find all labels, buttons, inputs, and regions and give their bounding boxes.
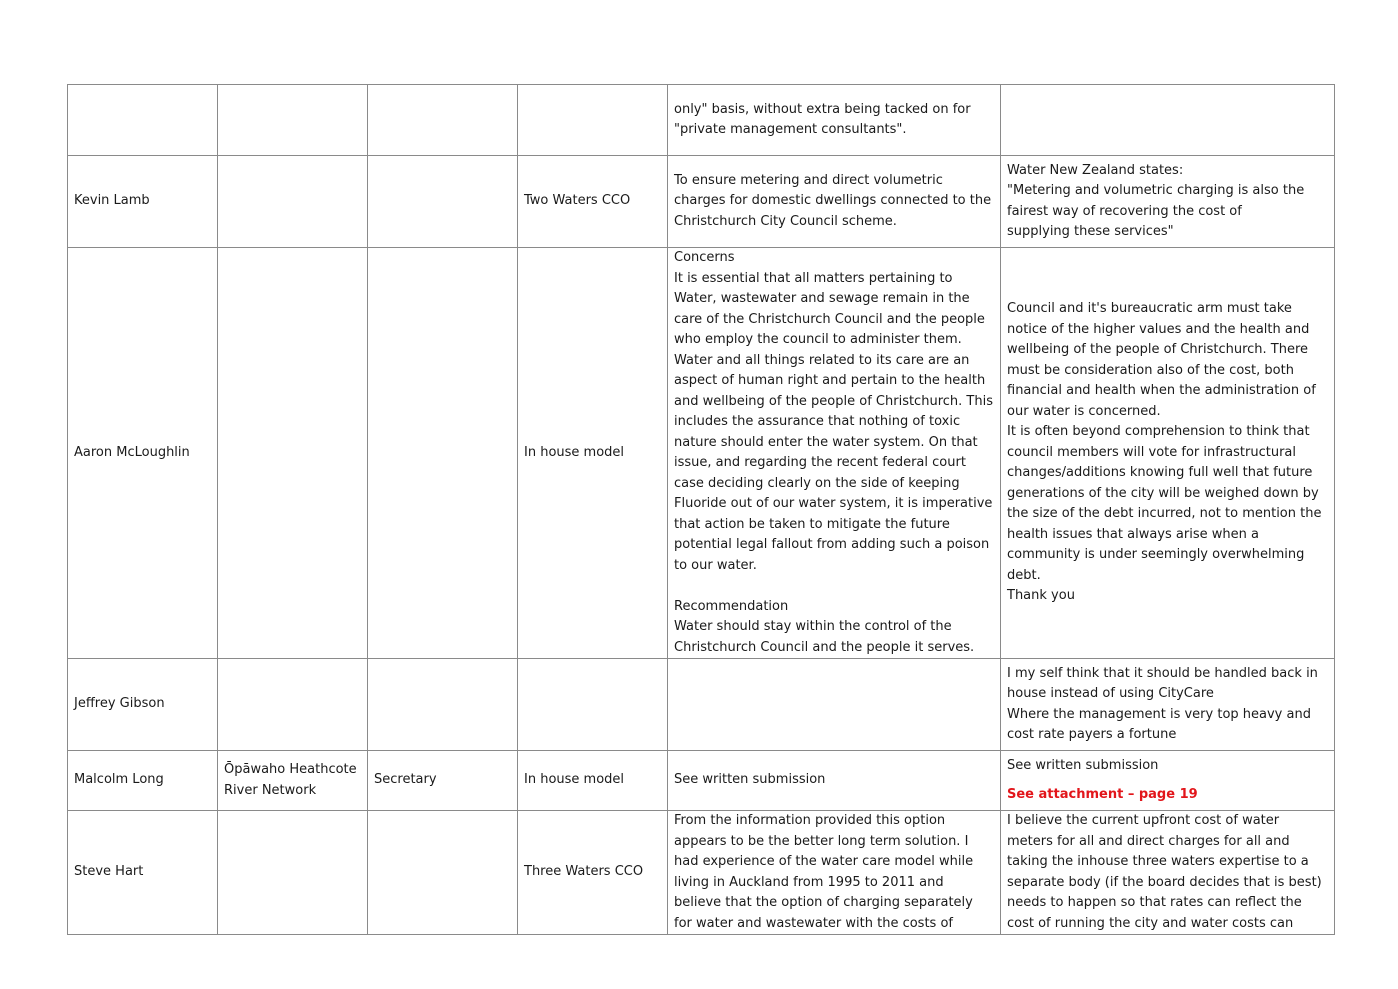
name-cell: Jeffrey Gibson <box>68 659 218 751</box>
role-cell <box>368 811 518 935</box>
other-comment-text: It is often beyond comprehension to think that council members will vote for infrastructural changes/additions knowing full well that future generations of the city will be weighed down by the size of the debt incurred, not to mention the health issues that always arise when a community is under seemingly overwhelming debt. <box>1007 424 1322 583</box>
comments-cell <box>668 156 1001 248</box>
table-row <box>68 751 1335 811</box>
other-comment-text: Thank you <box>1007 588 1075 604</box>
other-comment-text: supplying these services" <box>1007 224 1174 239</box>
option-cell: In house model <box>518 751 668 811</box>
name-cell: Aaron McLoughlin <box>68 248 218 659</box>
comment-heading: Recommendation <box>674 598 789 614</box>
organisation-cell <box>218 156 368 248</box>
role-cell <box>368 248 518 659</box>
table-row <box>68 811 1335 935</box>
other-comment-text: I believe the current upfront cost of water meters for all and direct charges for all and taking the inhouse three waters expertise to a separate body (if the board decides that is best) needs to happen so that rates can reflect the cost of running the city and water costs can <box>1007 813 1322 931</box>
organisation-cell <box>218 659 368 751</box>
table-row <box>68 659 1335 751</box>
name-cell: Malcolm Long <box>68 751 218 811</box>
table-row <box>68 156 1335 248</box>
comments-cell <box>668 811 1001 935</box>
option-cell <box>518 85 668 156</box>
table-row <box>68 85 1335 156</box>
option-cell: In house model <box>518 248 668 659</box>
comment-heading: Concerns <box>674 250 735 265</box>
other-comments-cell <box>1001 156 1335 248</box>
other-comments-cell <box>1001 751 1335 811</box>
other-comment-text: I my self think that it should be handled back in house instead of using CityCare <box>1007 665 1318 701</box>
other-comments-cell <box>1001 85 1335 156</box>
comments-cell <box>668 248 1001 659</box>
organisation-cell <box>218 248 368 659</box>
comment-text: To ensure metering and direct volumetric charges for domestic dwellings connected to the Christchurch City Council scheme. <box>674 172 992 229</box>
option-cell <box>518 659 668 751</box>
organisation-cell <box>218 811 368 935</box>
organisation-cell <box>218 85 368 156</box>
organisation-cell: Ōpāwaho Heathcote River Network <box>218 751 368 811</box>
role-cell <box>368 156 518 248</box>
other-comment-text: See written submission <box>1007 757 1159 773</box>
submissions-table <box>67 84 1335 935</box>
attachment-link[interactable]: See attachment – page 19 <box>1007 787 1198 802</box>
other-comment-text: Water New Zealand states: <box>1007 162 1184 178</box>
comments-cell <box>668 751 1001 811</box>
comments-cell <box>668 85 1001 156</box>
other-comment-text: Council and it's bureaucratic arm must take notice of the higher values and the health and wellbeing of the people of Christchurch. There must be consideration also of the cost, both financial and health when the administration of our water is concerned. <box>1007 301 1316 419</box>
other-comments-cell <box>1001 659 1335 751</box>
role-cell: Secretary <box>368 751 518 811</box>
role-cell <box>368 85 518 156</box>
comments-cell <box>668 659 1001 751</box>
name-cell: Kevin Lamb <box>68 156 218 248</box>
comment-text: See written submission <box>674 772 826 788</box>
paragraph-gap <box>674 576 994 597</box>
option-cell: Two Waters CCO <box>518 156 668 248</box>
comment-text: only" basis, without extra being tacked on for "private management consultants". <box>674 101 971 137</box>
comment-text: Water should stay within the control of the Christchurch Council and the people it serves. <box>674 619 975 655</box>
name-cell: Steve Hart <box>68 811 218 935</box>
option-cell: Three Waters CCO <box>518 811 668 935</box>
other-comments-cell <box>1001 248 1335 659</box>
comment-text: From the information provided this option appears to be the better long term solution. I had experience of the water care model while living in Auckland from 1995 to 2011 and believe that the option of charging separately for water and wastewater with the costs of <box>674 813 974 931</box>
other-comment-text: Where the management is very top heavy and cost rate payers a fortune <box>1007 706 1311 742</box>
role-cell <box>368 659 518 751</box>
comment-text: It is essential that all matters pertaining to Water, wastewater and sewage remain in the care of the Christchurch Council and the people who employ the council to administer them. <box>674 270 985 347</box>
name-cell <box>68 85 218 156</box>
table-row <box>68 248 1335 659</box>
comment-text: Water and all things related to its care are an aspect of human right and pertain to the health and wellbeing of the people of Christchurch. This includes the assurance that nothing of toxic nature should enter the water system. On that issue, and regarding the recent federal court case deciding clearly on the side of keeping Fluoride out of our water system, it is imperative that action be taken to mitigate the future potential legal fallout from adding such a poison to our water. <box>674 352 993 573</box>
other-comment-text: "Metering and volumetric charging is also the fairest way of recovering the cost of <box>1007 183 1305 219</box>
other-comments-cell <box>1001 811 1335 935</box>
